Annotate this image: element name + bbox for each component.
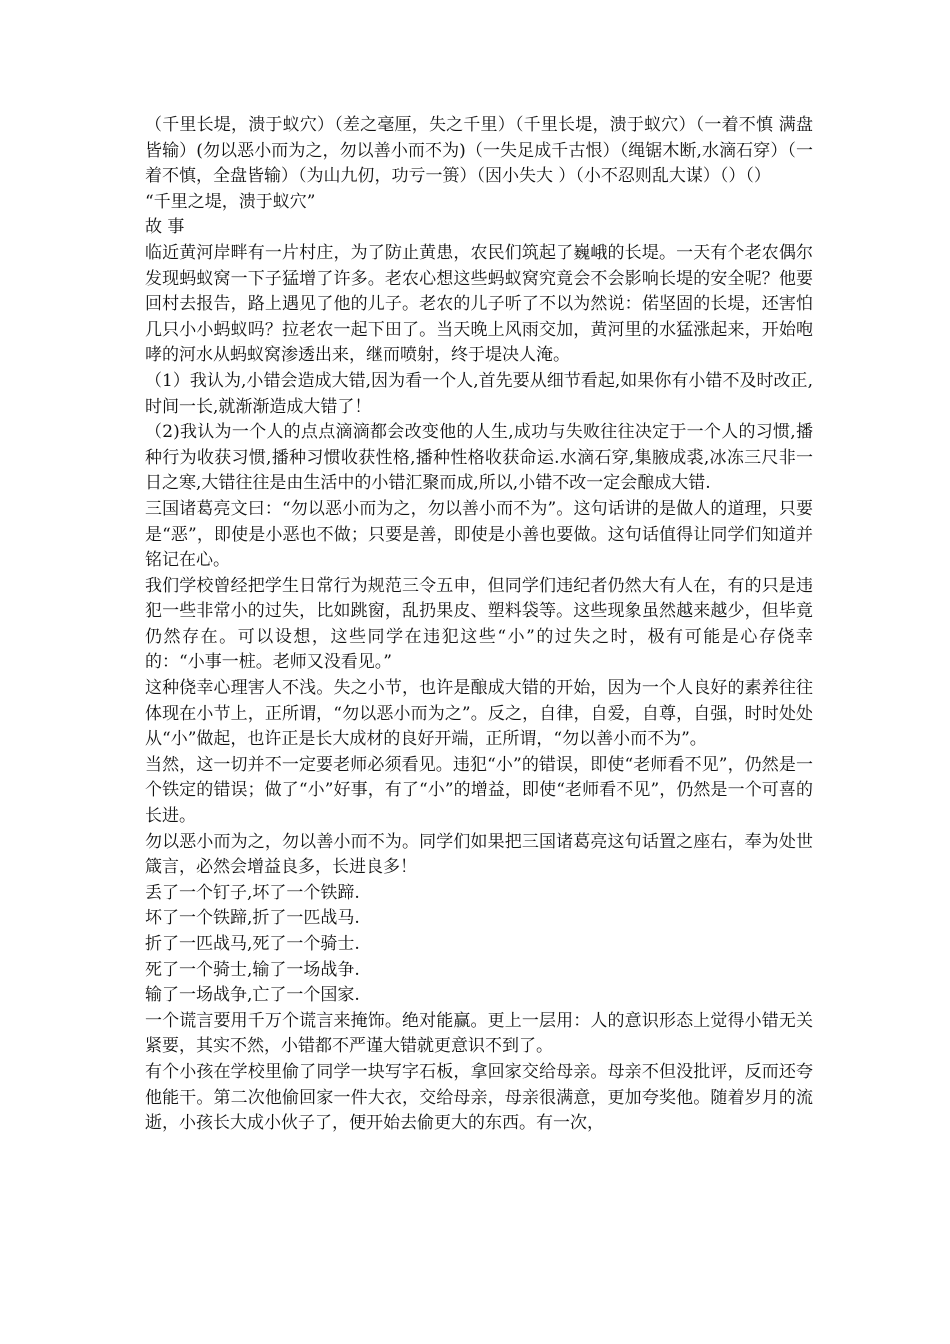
opinion-paragraph-2: （2)我认为一个人的点点滴滴都会改变他的人生,成功与失败往往决定于一个人的习惯,播种行为收获习惯,播种习惯收获性格,播种性格收获命运.水滴石穿,集腋成裘,冰冻三尺非一日之寒,大错往往是由生活中的小错汇聚而成,所以,小错不改一定会酿成大错. [145,422,813,494]
body-paragraph: 一个谎言要用千万个谎言来掩饰。绝对能赢。更上一层用：人的意识形态上觉得小错无关紧要，其实不然，小错都不严谨大错就更意识不到了。 [145,1010,813,1057]
body-paragraph: 这种侥幸心理害人不浅。失之小节，也许是酿成大错的开始，因为一个人良好的素养往往体现在小节上，正所谓，“勿以恶小而为之”。反之，自律，自爱，自尊，自强，时时处处从“小”做起，也许正是长大成材的良好开端，正所谓，“勿以善小而不为”。 [145,678,813,750]
body-paragraph: 有个小孩在学校里偷了同学一块写字石板，拿回家交给母亲。母亲不但没批评，反而还夸他能干。第二次他偷回家一件大衣，交给母亲，母亲很满意，更加夸奖他。随着岁月的流逝，小孩长大成小伙子了，便开始去偷更大的东西。有一次， [145,1061,813,1134]
body-paragraph: 当然，这一切并不一定要老师必须看见。违犯“小”的错误，即使“老师看不见”，仍然是一个铁定的错误；做了“小”好事，有了“小”的增益，即使“老师看不见”，仍然是一个可喜的长进。 [145,754,813,827]
proverb-line: 折了一匹战马,死了一个骑士. [145,934,360,954]
opinion-paragraph-1: （1）我认为,小错会造成大错,因为看一个人,首先要从细节看起,如果你有小错不及时改正,时间一长,就渐渐造成大错了！ [145,370,813,417]
section-heading-quote: “千里之堤，溃于蚁穴” [145,191,316,212]
story-paragraph: 临近黄河岸畔有一片村庄，为了防止黄患，农民们筑起了巍峨的长堤。一天有个老农偶尔发现蚂蚁窝一下子猛增了许多。老农心想这些蚂蚁窝究竟会不会影响长堤的安全呢？他要回村去报告，路上遇见了他的儿子。老农的儿子听了不以为然说：偌坚固的长堤，还害怕几只小小蚂蚁吗？拉老农一起下田了。当天晚上风雨交加，黄河里的水猛涨起来，开始咆哮的河水从蚂蚁窝渗透出来，继而喷射，终于堤决人淹。 [145,242,813,366]
story-label: 故 事 [145,217,185,238]
proverb-line: 输了一场战争,亡了一个国家. [145,985,360,1006]
proverb-line: 坏了一个铁蹄,折了一匹战马. [145,908,360,929]
proverb-line: 丢了一个钉子,坏了一个铁蹄. [145,882,360,903]
idiom-list-paragraph: （千里长堤，溃于蚁穴）（差之毫厘，失之千里）（千里长堤，溃于蚁穴）（一着不慎 满盘皆输）(勿以恶小而为之，勿以善小而不为)（一失足成千古恨）（绳锯木断,水滴石穿）（一着不慎，全盘皆输）（为山九仞，功亏一篑）（因小失大 ）（小不忍则乱大谋）（）（） [145,115,813,187]
body-paragraph: 三国诸葛亮文曰：“勿以恶小而为之，勿以善小而不为”。这句话讲的是做人的道理，只要是“恶”，即使是小恶也不做；只要是善，即使是小善也要做。这句话值得让同学们知道并铭记在心。 [145,498,813,571]
document-body [145,113,813,1137]
body-paragraph: 勿以恶小而为之，勿以善小而不为。同学们如果把三国诸葛亮这句话置之座右，奉为处世箴言，必然会增益良多，长进良多！ [145,831,813,878]
proverb-line: 死了一个骑士,输了一场战争. [145,959,360,980]
body-paragraph: 我们学校曾经把学生日常行为规范三令五申，但同学们违纪者仍然大有人在，有的只是违犯一些非常小的过失，比如跳窗，乱扔果皮、塑料袋等。这些现象虽然越来越少，但毕竟仍然存在。可以设想，这些同学在违犯这些“小”的过失之时，极有可能是心存侥幸的：“小事一桩。老师又没看见。” [145,575,813,673]
